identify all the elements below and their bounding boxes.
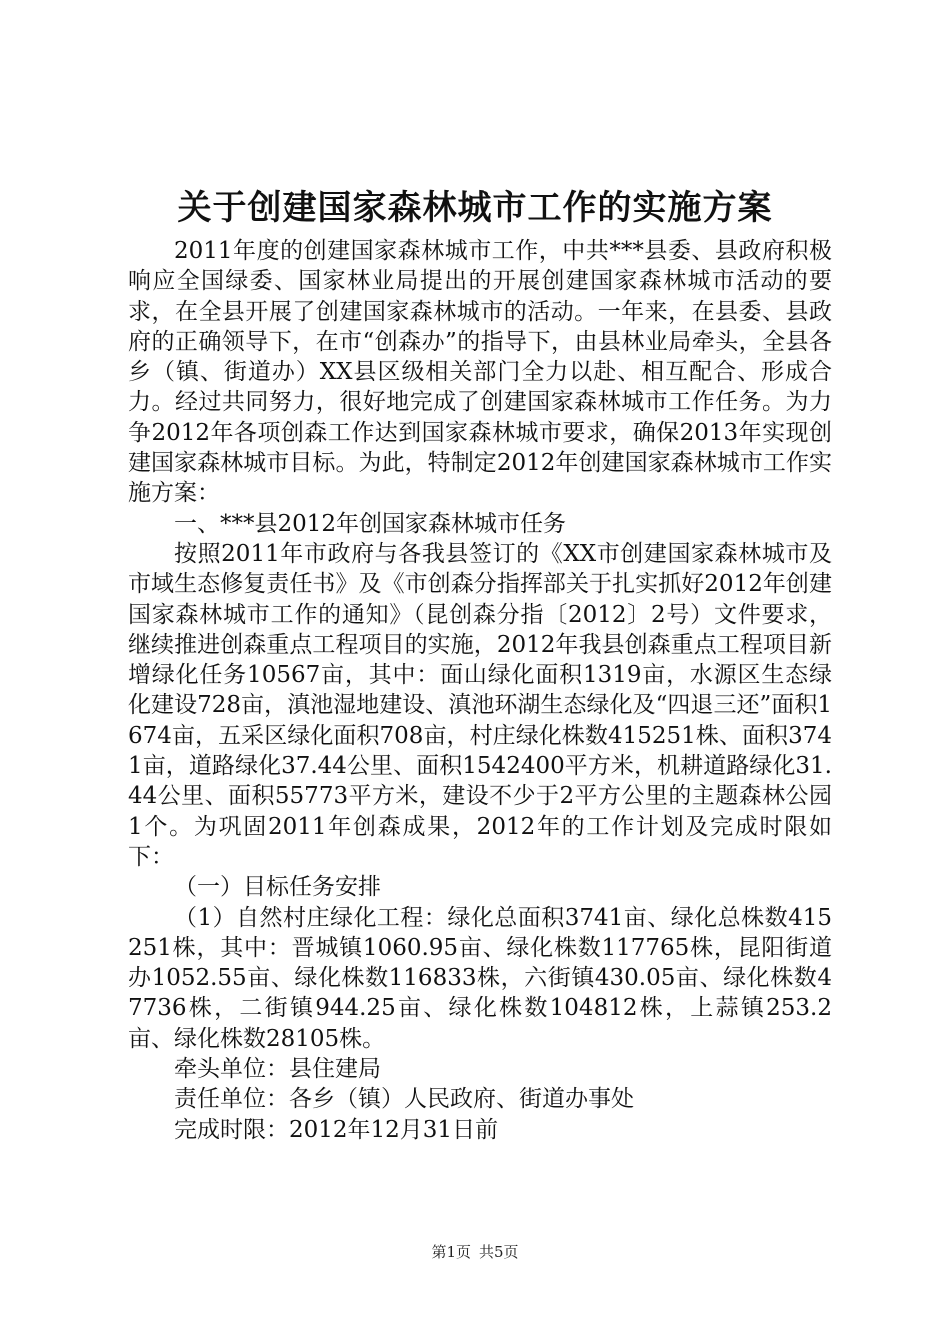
intro-paragraph: 2011年度的创建国家森林城市工作，中共***县委、县政府积极响应全国绿委、国家林业局提出的开展创建国家森林城市活动的要求，在全县开展了创建国家森林城市的活动。一年来，在县委、县政府的正确领导下，在市“创森办”的指导下，由县林业局牵头，全县各乡（镇、街道办）XX县区级相关部门全力以赴、相互配合、形成合力。经过共同努力，很好地完成了创建国家森林城市工作任务。为力争2012年各项创森工作达到国家森林城市要求，确保2013年实现创建国家森林城市目标。为此，特制定2012年创建国家森林城市工作实施方案： bbox=[128, 238, 832, 507]
section-heading: 一、***县2012年创国家森林城市任务 bbox=[174, 510, 567, 537]
page-footer bbox=[0, 1242, 950, 1262]
village-greening-paragraph: （1）自然村庄绿化工程：绿化总面积3741亩、绿化总株数415251株，其中：晋城镇1060.95亩、绿化株数117765株，昆阳街道办1052.55亩、绿化株数116833株，六街镇430.05亩、绿化株数47736株，二街镇944.25亩、绿化株数104812株，上蒜镇253.2亩、绿化株数28105株。 bbox=[128, 904, 832, 1052]
document-title: 关于创建国家森林城市工作的实施方案 bbox=[177, 188, 773, 228]
page-number: 第1页 bbox=[431, 1243, 471, 1261]
page-total: 共5页 bbox=[479, 1243, 519, 1261]
document-body bbox=[128, 236, 832, 1145]
deadline-line: 完成时限：2012年12月31日前 bbox=[174, 1116, 499, 1143]
responsible-unit-line: 责任单位：各乡（镇）人民政府、街道办事处 bbox=[174, 1086, 634, 1113]
subsection-heading: （一）目标任务安排 bbox=[174, 874, 381, 901]
task-paragraph: 按照2011年市政府与各我县签订的《XX市创建国家森林城市及市域生态修复责任书》及《市创森分指挥部关于扎实抓好2012年创建国家森林城市工作的通知》（昆创森分指〔2012〕2号）文件要求，继续推进创森重点工程项目的实施，2012年我县创森重点工程项目新增绿化任务10567亩，其中：面山绿化面积1319亩，水源区生态绿化建设728亩，滇池湿地建设、滇池环湖生态绿化及“四退三还”面积1674亩，五采区绿化面积708亩，村庄绿化株数415251株、面积3741亩，道路绿化37.44公里、面积1542400平方米，机耕道路绿化31.44公里、面积55773平方米，建设不少于2平方公里的主题森林公园1个。为巩固2011年创森成果，2012年的工作计划及完成时限如下： bbox=[128, 540, 832, 870]
lead-unit-line: 牵头单位：县住建局 bbox=[174, 1056, 381, 1083]
